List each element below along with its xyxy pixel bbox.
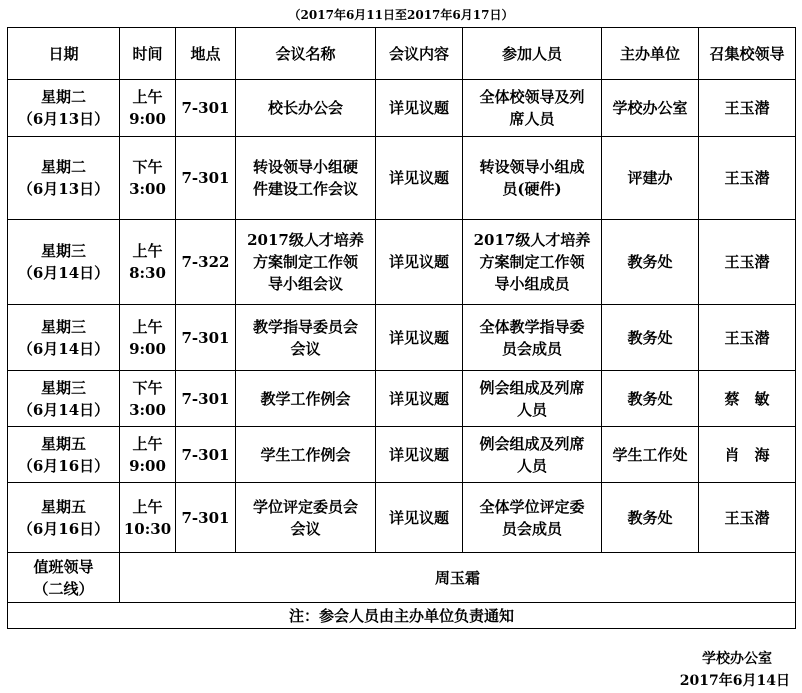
cell-meeting-name [236, 80, 376, 137]
cell-convening-leader: 肖 海 [699, 427, 796, 483]
cell-meeting-name [236, 427, 376, 483]
header-attendees: 参加人员 [463, 28, 602, 80]
cell-attendees-line: 全体学位评定委 [479, 497, 585, 516]
cell-attendees-line: 2017级人才培养 [473, 231, 591, 249]
cell-convening-leader: 蔡 敏 [699, 371, 796, 427]
header-row [8, 28, 796, 80]
cell-date-line: 星期二 [40, 88, 86, 106]
cell-place: 7-301 [176, 427, 236, 483]
cell-date [8, 80, 120, 137]
cell-date-line: （6月16日） [17, 519, 110, 538]
cell-time [120, 305, 176, 371]
cell-place: 7-322 [176, 220, 236, 305]
note-text: 注：参会人员由主办单位负责通知 [8, 603, 796, 629]
footer-date: 2017年6月14日 [679, 673, 790, 689]
cell-time-line: 上午 [132, 434, 163, 453]
header-place: 地点 [176, 28, 236, 80]
cell-place: 7-301 [176, 483, 236, 553]
cell-attendees-line: 转设领导小组成 [479, 158, 585, 176]
cell-date-line: 星期三 [40, 378, 86, 397]
cell-attendees-line: 员会成员 [501, 339, 562, 358]
cell-attendees-line: 人员 [516, 400, 547, 419]
cell-attendees-line: 员(硬件) [502, 180, 562, 198]
cell-meeting-content: 详见议题 [376, 137, 463, 220]
cell-attendees [463, 483, 602, 553]
cell-meeting-name-line: 导小组会议 [267, 275, 343, 293]
cell-time-line: 上午 [132, 497, 163, 516]
cell-attendees [463, 371, 602, 427]
cell-date [8, 220, 120, 305]
header-meeting-content: 会议内容 [376, 28, 463, 80]
cell-convening-leader: 王玉潜 [699, 137, 796, 220]
cell-date-line: （6月14日） [17, 264, 110, 282]
header-time: 时间 [120, 28, 176, 80]
cell-meeting-name-line: 学生工作例会 [260, 445, 351, 464]
header-meeting-name: 会议名称 [236, 28, 376, 80]
cell-meeting-content: 详见议题 [376, 483, 463, 553]
header-date: 日期 [8, 28, 120, 80]
cell-date-line: 星期二 [40, 158, 86, 176]
cell-date-line: （6月14日） [17, 400, 110, 419]
cell-host-unit: 评建办 [602, 137, 699, 220]
table-row [8, 371, 796, 427]
cell-time-line: 9:00 [129, 110, 166, 128]
cell-attendees [463, 80, 602, 137]
cell-date-line: （6月13日） [17, 180, 110, 198]
footer-organization: 学校办公室 [702, 651, 772, 667]
cell-attendees-line: 全体校领导及列 [479, 88, 585, 106]
cell-meeting-name-line: 教学指导委员会 [252, 317, 358, 336]
cell-date-line: （6月14日） [17, 339, 110, 358]
meeting-schedule-table [7, 27, 796, 629]
cell-host-unit: 学生工作处 [602, 427, 699, 483]
cell-place: 7-301 [176, 80, 236, 137]
note-row [8, 603, 796, 629]
cell-meeting-content: 详见议题 [376, 80, 463, 137]
cell-place: 7-301 [176, 371, 236, 427]
cell-date [8, 483, 120, 553]
cell-time-line: 3:00 [129, 180, 166, 198]
cell-time [120, 80, 176, 137]
cell-host-unit: 教务处 [602, 483, 699, 553]
cell-time-line: 9:00 [129, 456, 166, 475]
cell-attendees-line: 员会成员 [501, 519, 562, 538]
cell-meeting-name-line: 学位评定委员会 [252, 497, 358, 516]
cell-time-line: 9:00 [129, 339, 166, 358]
cell-time [120, 220, 176, 305]
cell-convening-leader: 王玉潜 [699, 220, 796, 305]
cell-convening-leader: 王玉潜 [699, 80, 796, 137]
header-convening-leader: 召集校领导 [699, 28, 796, 80]
cell-attendees-line: 全体教学指导委 [479, 317, 585, 336]
cell-attendees [463, 137, 602, 220]
cell-date [8, 305, 120, 371]
cell-meeting-name [236, 483, 376, 553]
cell-time-line: 上午 [132, 88, 163, 106]
table-row [8, 220, 796, 305]
cell-meeting-name [236, 137, 376, 220]
cell-time [120, 137, 176, 220]
schedule-subtitle: （2017年6月11日至2017年6月17日） [288, 8, 514, 22]
cell-time-line: 8:30 [129, 264, 166, 282]
cell-place: 7-301 [176, 137, 236, 220]
table-row [8, 305, 796, 371]
cell-attendees-line: 例会组成及列席 [479, 434, 585, 453]
cell-date [8, 427, 120, 483]
cell-convening-leader: 王玉潜 [699, 305, 796, 371]
header-host-unit: 主办单位 [602, 28, 699, 80]
cell-attendees-line: 席人员 [509, 110, 555, 128]
cell-meeting-content: 详见议题 [376, 371, 463, 427]
cell-date-line: 星期五 [40, 497, 86, 516]
cell-meeting-name-line: 校长办公会 [267, 99, 343, 117]
cell-meeting-name [236, 371, 376, 427]
cell-host-unit: 教务处 [602, 305, 699, 371]
table-row [8, 427, 796, 483]
cell-attendees [463, 427, 602, 483]
cell-time-line: 上午 [132, 242, 163, 260]
table-row [8, 137, 796, 220]
cell-date [8, 137, 120, 220]
cell-meeting-name-line: 2017级人才培养 [247, 231, 364, 249]
cell-meeting-content: 详见议题 [376, 220, 463, 305]
cell-date-line: 星期三 [40, 317, 86, 336]
cell-meeting-content: 详见议题 [376, 305, 463, 371]
cell-time-line: 下午 [132, 378, 163, 397]
cell-attendees-line: 例会组成及列席 [479, 378, 585, 397]
cell-meeting-name [236, 305, 376, 371]
cell-date-line: 星期五 [40, 434, 86, 453]
cell-time-line: 10:30 [123, 519, 172, 538]
cell-time-line: 下午 [132, 158, 163, 176]
cell-meeting-name-line: 会议 [290, 519, 321, 538]
cell-attendees-line: 方案制定工作领 [479, 253, 585, 271]
cell-time [120, 371, 176, 427]
cell-meeting-name-line: 方案制定工作领 [252, 253, 358, 271]
cell-time [120, 483, 176, 553]
cell-attendees [463, 220, 602, 305]
cell-time-line: 上午 [132, 317, 163, 336]
duty-label [8, 553, 120, 603]
cell-date-line: （6月13日） [17, 110, 110, 128]
duty-leader: 周玉霜 [120, 553, 796, 603]
cell-meeting-name-line: 件建设工作会议 [252, 180, 358, 198]
cell-convening-leader: 王玉潜 [699, 483, 796, 553]
cell-host-unit: 学校办公室 [602, 80, 699, 137]
cell-host-unit: 教务处 [602, 371, 699, 427]
cell-meeting-name [236, 220, 376, 305]
duty-label-line: （二线） [33, 579, 94, 598]
cell-attendees-line: 导小组成员 [494, 275, 570, 293]
table-row [8, 483, 796, 553]
cell-meeting-name-line: 教学工作例会 [260, 389, 351, 408]
cell-date [8, 371, 120, 427]
cell-time-line: 3:00 [129, 400, 166, 419]
cell-attendees [463, 305, 602, 371]
cell-date-line: （6月16日） [17, 456, 110, 475]
table-row [8, 80, 796, 137]
cell-date-line: 星期三 [40, 242, 86, 260]
cell-meeting-name-line: 会议 [290, 339, 321, 358]
cell-meeting-name-line: 转设领导小组硬 [252, 158, 358, 176]
cell-host-unit: 教务处 [602, 220, 699, 305]
cell-place: 7-301 [176, 305, 236, 371]
duty-row [8, 553, 796, 603]
cell-attendees-line: 人员 [516, 456, 547, 475]
cell-time [120, 427, 176, 483]
cell-meeting-content: 详见议题 [376, 427, 463, 483]
duty-label-line: 值班领导 [33, 557, 94, 576]
